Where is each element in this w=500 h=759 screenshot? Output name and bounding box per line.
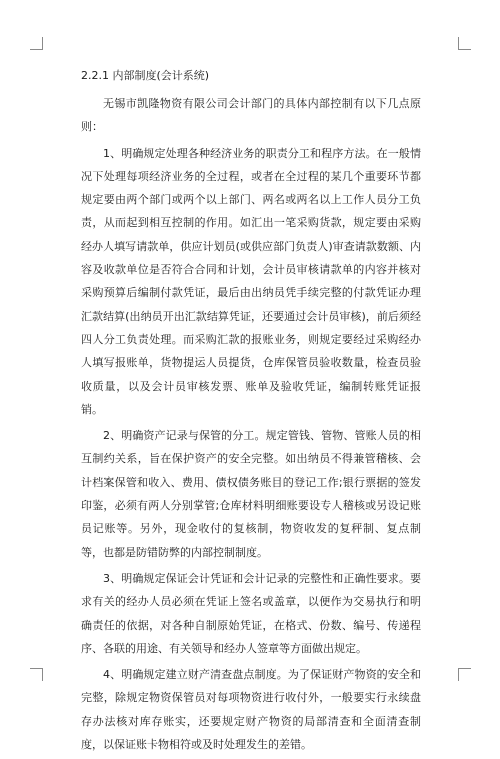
section-heading: 2.2.1 内部制度(会计系统) [81, 69, 210, 82]
crop-mark-bottom-left [30, 668, 43, 681]
paragraph-4: 4、明确规定建立财产清查盘点制度。为了保证财产物资的安全和完整，除规定物资保管员对每项物资进行收付外，一般要实行永续盘存办法核对库存账实，还要规定财产物资的局部清查和全面清查制度，以保证账卡物相符或及时处理发生的差错。 [81, 668, 421, 752]
paragraph-1: 1、明确规定处理各种经济业务的职责分工和程序方法。在一般情况下处理每项经济业务的全过程，或者在全过程的某几个重要环节都规定要由两个部门或两个以上部门、两名或两名以上工作人员分工负责，从而起到相互控制的作用。如汇出一笔采购货款，规定要由采购经办人填写请款单，供应计划员(或供应部门负责人)审查请款数额、内容及收款单位是否符合合同和计划，会计员审核请款单的内容并核对采购预算后编制付款凭证，最后由出纳员凭手续完整的付款凭证办理汇款结算(出纳员开出汇款结算凭证，还要通过会计员审核)，前后须经四人分工负责处理。而采购汇款的报账业务，则规定要经过采购经办人填写报账单，货物提运人员提货，仓库保管员验收数量，检查员验收质量，以及会计员审核发票、账单及验收凭证，编制转账凭证报销。 [81, 146, 421, 416]
paragraph-intro: 无锡市凯隆物资有限公司会计部门的具体内部控制有以下几点原则： [81, 97, 421, 134]
paragraph-2: 2、明确资产记录与保管的分工。规定管钱、管物、管账人员的相互制约关系，旨在保护资产的安全完整。如出纳员不得兼管稽核、会计档案保管和收入、费用、债权债务账目的登记工作;银行票据的签发印鉴，必须有两人分别掌管;仓库材料明细账要设专人稽核或另设记账员记账等。另外，现金收付的复核制，物资收发的复秤制、复点制等，也都是防错防弊的内部控制制度。 [81, 429, 421, 559]
crop-mark-bottom-right [458, 668, 471, 681]
crop-mark-top-left [30, 37, 43, 50]
crop-mark-top-right [458, 37, 471, 50]
document-body [81, 68, 421, 759]
paragraph-3: 3、明确规定保证会计凭证和会计记录的完整性和正确性要求。要求有关的经办人员必须在凭证上签名或盖章，以便作为交易执行和明确责任的依据，对各种自制原始凭证，在格式、份数、编号、传递程序、各联的用途、有关领导和经办人签章等方面做出规定。 [81, 571, 421, 655]
